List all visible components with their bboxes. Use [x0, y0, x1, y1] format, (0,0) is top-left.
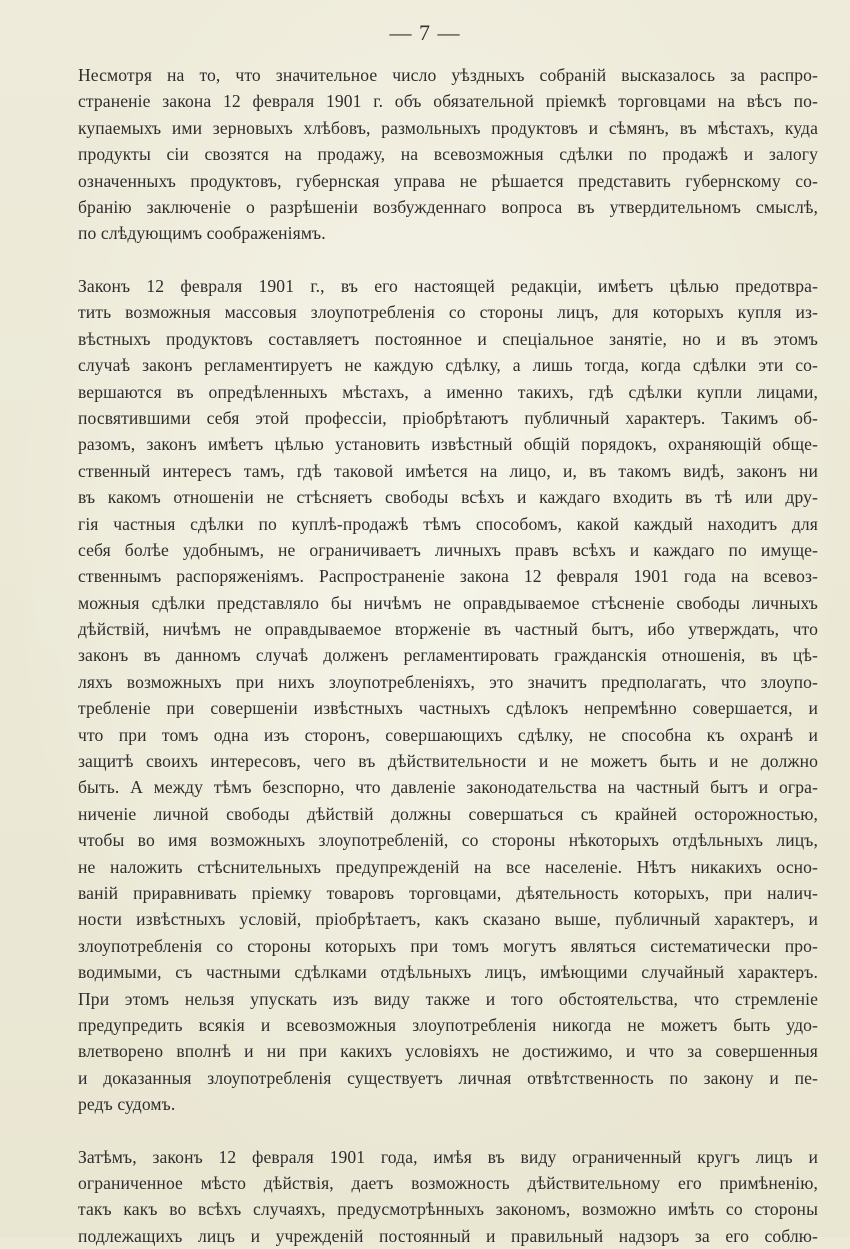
text-line: что при томъ одна изъ сторонъ, совершающихъ сдѣлку, не способна къ охранѣ и — [78, 722, 818, 748]
text-line: такъ какъ во всѣхъ случаяхъ, предусмотрѣнныхъ закономъ, возможно имѣть со стороны — [78, 1196, 818, 1222]
text-line: по слѣдующимъ соображеніямъ. — [78, 220, 818, 246]
text-line: предупредить всякія и всевозможныя злоупотребленія никогда не можетъ быть удо- — [78, 1012, 818, 1038]
text-line: ограниченное мѣсто дѣйствія, даетъ возможность дѣйствительному его примѣненію, — [78, 1170, 818, 1196]
text-line: Законъ 12 февраля 1901 г., въ его настоящей редакціи, имѣетъ цѣлью предотвра- — [78, 273, 818, 299]
text-line: можныя сдѣлки представляло бы ничѣмъ не оправдываемое стѣсненіе свободы личныхъ — [78, 590, 818, 616]
paragraph-3 — [78, 1144, 818, 1249]
text-line: въ какомъ отношеніи не стѣсняетъ свободы всѣхъ и каждаго входить въ тѣ или дру- — [78, 484, 818, 510]
text-line: посвятившими себя этой профессіи, пріобрѣтаютъ публичный характеръ. Такимъ об- — [78, 405, 818, 431]
text-line: и доказанныя злоупотребленія существуетъ личная отвѣтственность по закону и пе- — [78, 1065, 818, 1091]
text-line: чтобы во имя возможныхъ злоупотребленій, со стороны нѣкоторыхъ отдѣльныхъ лицъ, — [78, 827, 818, 853]
text-line: не наложить стѣснительныхъ предупрежденій на все населеніе. Нѣтъ никакихъ осно- — [78, 854, 818, 880]
text-line: водимыми, съ частными сдѣлками отдѣльныхъ лицъ, имѣющими случайный характеръ. — [78, 959, 818, 985]
text-line: гія частныя сдѣлки по куплѣ-продажѣ тѣмъ способомъ, какой каждый находитъ для — [78, 511, 818, 537]
text-line: ности извѣстныхъ условій, пріобрѣтаетъ, какъ сказано выше, публичный характеръ, и — [78, 906, 818, 932]
text-line: ственнымъ распоряженіямъ. Распространеніе закона 12 февраля 1901 года на всевоз- — [78, 563, 818, 589]
text-line: подлежащихъ лицъ и учрежденій постоянный и правильный надзоръ за его соблю- — [78, 1223, 818, 1249]
text-line: ваній приравнивать пріемку товаровъ торговцами, дѣятельность которыхъ, при налич- — [78, 880, 818, 906]
body-text — [78, 62, 818, 1249]
text-line: влетворено вполнѣ и ни при какихъ условіяхъ не достижимо, и что за совершенныя — [78, 1038, 818, 1064]
text-line: случаѣ законъ регламентируетъ не каждую сдѣлку, а лишь тогда, когда сдѣлки эти со- — [78, 352, 818, 378]
text-line: быть. А между тѣмъ безспорно, что давленіе законодательства на частный бытъ и огра- — [78, 774, 818, 800]
text-line: разомъ, законъ имѣетъ цѣлью установить извѣстный общій порядокъ, охраняющій обще- — [78, 431, 818, 457]
text-line: законъ въ данномъ случаѣ долженъ регламентировать гражданскія отношенія, въ цѣ- — [78, 642, 818, 668]
text-line: дѣйствій, ничѣмъ не оправдываемое вторженіе въ частный бытъ, ибо утверждать, что — [78, 616, 818, 642]
text-line: защитѣ своихъ интересовъ, чего въ дѣйствительности и не можетъ быть и не должно — [78, 748, 818, 774]
text-line: Затѣмъ, законъ 12 февраля 1901 года, имѣя въ виду ограниченный кругъ лицъ и — [78, 1144, 818, 1170]
text-line: Несмотря на то, что значительное число уѣздныхъ собраній высказалось за распро- — [78, 62, 818, 88]
paragraph-2 — [78, 273, 818, 1118]
text-line: означенныхъ продуктовъ, губернская управа не рѣшается представить губернскому со- — [78, 168, 818, 194]
paragraph-gap — [78, 247, 818, 273]
text-line: вѣстныхъ продуктовъ составляетъ постоянное и спеціальное занятіе, но и въ этомъ — [78, 326, 818, 352]
text-line: бранію заключеніе о разрѣшеніи возбужденнаго вопроса въ утвердительномъ смыслѣ, — [78, 194, 818, 220]
text-line: купаемыхъ ими зерновыхъ хлѣбовъ, размольныхъ продуктовъ и сѣмянъ, въ мѣстахъ, куда — [78, 115, 818, 141]
text-line: злоупотребленія со стороны которыхъ при томъ могутъ являться систематически про- — [78, 933, 818, 959]
text-line: вершаются въ опредѣленныхъ мѣстахъ, а именно такихъ, гдѣ сдѣлки купли лицами, — [78, 379, 818, 405]
text-line: требленіе при совершеніи извѣстныхъ частныхъ сдѣлокъ непремѣнно совершается, и — [78, 695, 818, 721]
text-line: ственный интересъ тамъ, гдѣ таковой имѣется на лицо, и, въ такомъ видѣ, законъ ни — [78, 458, 818, 484]
text-line: тить возможныя массовыя злоупотребленія со стороны лицъ, для которыхъ купля из- — [78, 299, 818, 325]
text-line: себя болѣе удобнымъ, не ограничиваетъ личныхъ правъ всѣхъ и каждаго по имуще- — [78, 537, 818, 563]
text-line: При этомъ нельзя упускать изъ виду также и того обстоятельства, что стремленіе — [78, 986, 818, 1012]
page-number: — 7 — — [0, 20, 850, 46]
text-line: редъ судомъ. — [78, 1091, 818, 1117]
text-line: ляхъ возможныхъ при нихъ злоупотребленіяхъ, это значитъ предполагать, что злоупо- — [78, 669, 818, 695]
paragraph-1 — [78, 62, 818, 247]
text-line: страненіе закона 12 февраля 1901 г. объ обязательной пріемкѣ торговцами на вѣсъ по- — [78, 88, 818, 114]
text-line: продукты сіи свозятся на продажу, на всевозможныя сдѣлки по продажѣ и залогу — [78, 141, 818, 167]
paragraph-gap — [78, 1118, 818, 1144]
text-line: ниченіе личной свободы дѣйствій должны совершаться съ крайней осторожностью, — [78, 801, 818, 827]
